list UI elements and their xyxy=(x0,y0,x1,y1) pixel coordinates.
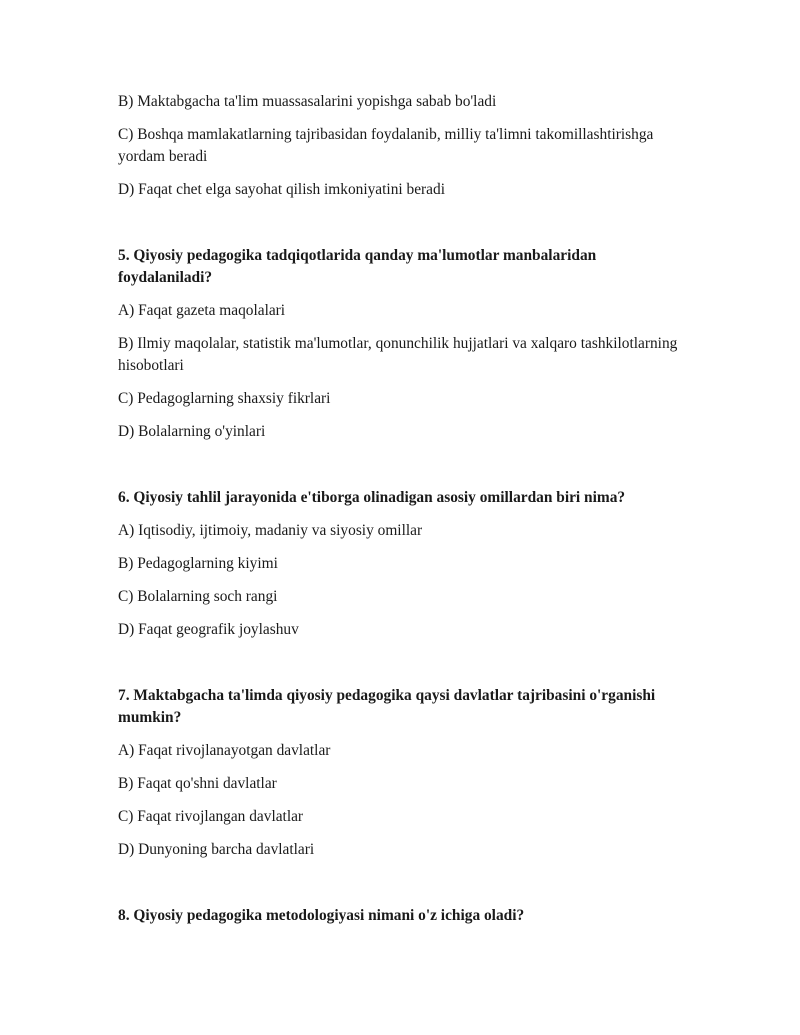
question-title: 5. Qiyosiy pedagogika tadqiqotlarida qanday ma'lumotlar manbalaridan foydalaniladi? xyxy=(118,247,597,286)
option-a: A) Iqtisodiy, ijtimoiy, madaniy va siyosiy omillar xyxy=(118,522,423,539)
option-c: C) Bolalarning soch rangi xyxy=(118,588,278,605)
option-b: B) Pedagoglarning kiyimi xyxy=(118,555,278,572)
option-c: C) Faqat rivojlangan davlatlar xyxy=(118,808,304,825)
question-title: 6. Qiyosiy tahlil jarayonida e'tiborga olinadigan asosiy omillardan biri nima? xyxy=(118,489,626,506)
option-d: D) Faqat geografik joylashuv xyxy=(118,621,299,638)
option-d: D) Faqat chet elga sayohat qilish imkoniyatini beradi xyxy=(118,181,445,198)
question-5 xyxy=(118,245,678,443)
question-7 xyxy=(118,685,678,861)
question-title: 7. Maktabgacha ta'limda qiyosiy pedagogika qaysi davlatlar tajribasini o'rganishi mumkin? xyxy=(118,687,656,726)
question-6 xyxy=(118,487,678,641)
option-a: A) Faqat gazeta maqolalari xyxy=(118,302,286,319)
question-8 xyxy=(118,905,678,927)
option-c: C) Boshqa mamlakatlarning tajribasidan foydalanib, milliy ta'limni takomillashtirishga yordam beradi xyxy=(118,126,654,165)
option-b: B) Ilmiy maqolalar, statistik ma'lumotlar, qonunchilik hujjatlari va xalqaro tashkilotlarning hisobotlari xyxy=(118,335,678,374)
option-c: C) Pedagoglarning shaxsiy fikrlari xyxy=(118,390,331,407)
option-b: B) Maktabgacha ta'lim muassasalarini yopishga sabab bo'ladi xyxy=(118,93,497,110)
document-page xyxy=(118,91,678,938)
question-title: 8. Qiyosiy pedagogika metodologiyasi nimani o'z ichiga oladi? xyxy=(118,907,525,924)
option-d: D) Bolalarning o'yinlari xyxy=(118,423,266,440)
prev-question-options xyxy=(118,91,678,201)
option-b: B) Faqat qo'shni davlatlar xyxy=(118,775,277,792)
option-a: A) Faqat rivojlanayotgan davlatlar xyxy=(118,742,331,759)
option-d: D) Dunyoning barcha davlatlari xyxy=(118,841,315,858)
